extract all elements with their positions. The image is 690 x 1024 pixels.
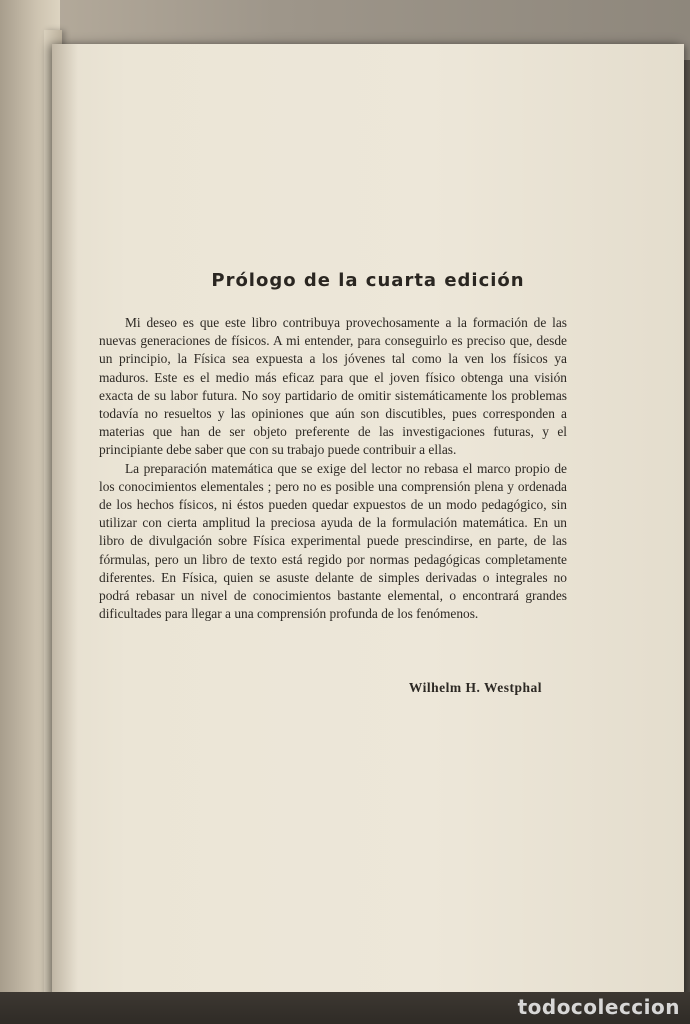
- page-title: Prólogo de la cuarta edición: [211, 270, 525, 291]
- page-gutter-shadow: [52, 44, 78, 1002]
- author-signature: Wilhelm H. Westphal: [408, 680, 542, 695]
- prologue-body: [99, 314, 567, 623]
- paragraph-1: Mi deseo es que este libro contribuya provechosamente a la formación de las nuevas generaciones de físicos. A mi entender, para conseguirlo es preciso que, desde un principio, la Física sea expuesta a los jóvenes tal como la ven los físicos ya maduros. Este es el medio más eficaz para que el joven físico obtenga una visión exacta de su labor futura. No soy partidario de omitir sistemáticamente los problemas todavía no resueltos y las opiniones que aún son discutibles, pues corresponden a materias que han de ser objeto preferente de las investigaciones futuras, y el principiante debe saber que con su trabajo puede contribuir a ellas.: [99, 315, 567, 458]
- site-watermark: todocoleccion: [517, 995, 680, 1019]
- paragraph-2: La preparación matemática que se exige del lector no rebasa el marco propio de los conocimientos elementales ; pero no es posible una comprensión plena y ordenada de los hechos físicos, ni éstos pueden quedar expuestos de un modo pedagógico, sin utilizar con cierta amplitud la preciosa ayuda de la formulación matemática. En un libro de divulgación sobre Física experimental puede prescindirse, en parte, de las fórmulas, pero un libro de texto está regido por normas pedagógicas completamente diferentes. En Física, quien se asuste delante de simples derivadas o integrales no podrá rebasar un nivel de conocimientos bastante elemental, o encontrará grandes dificultades para llegar a una comprensión profunda de los fenómenos.: [99, 460, 567, 622]
